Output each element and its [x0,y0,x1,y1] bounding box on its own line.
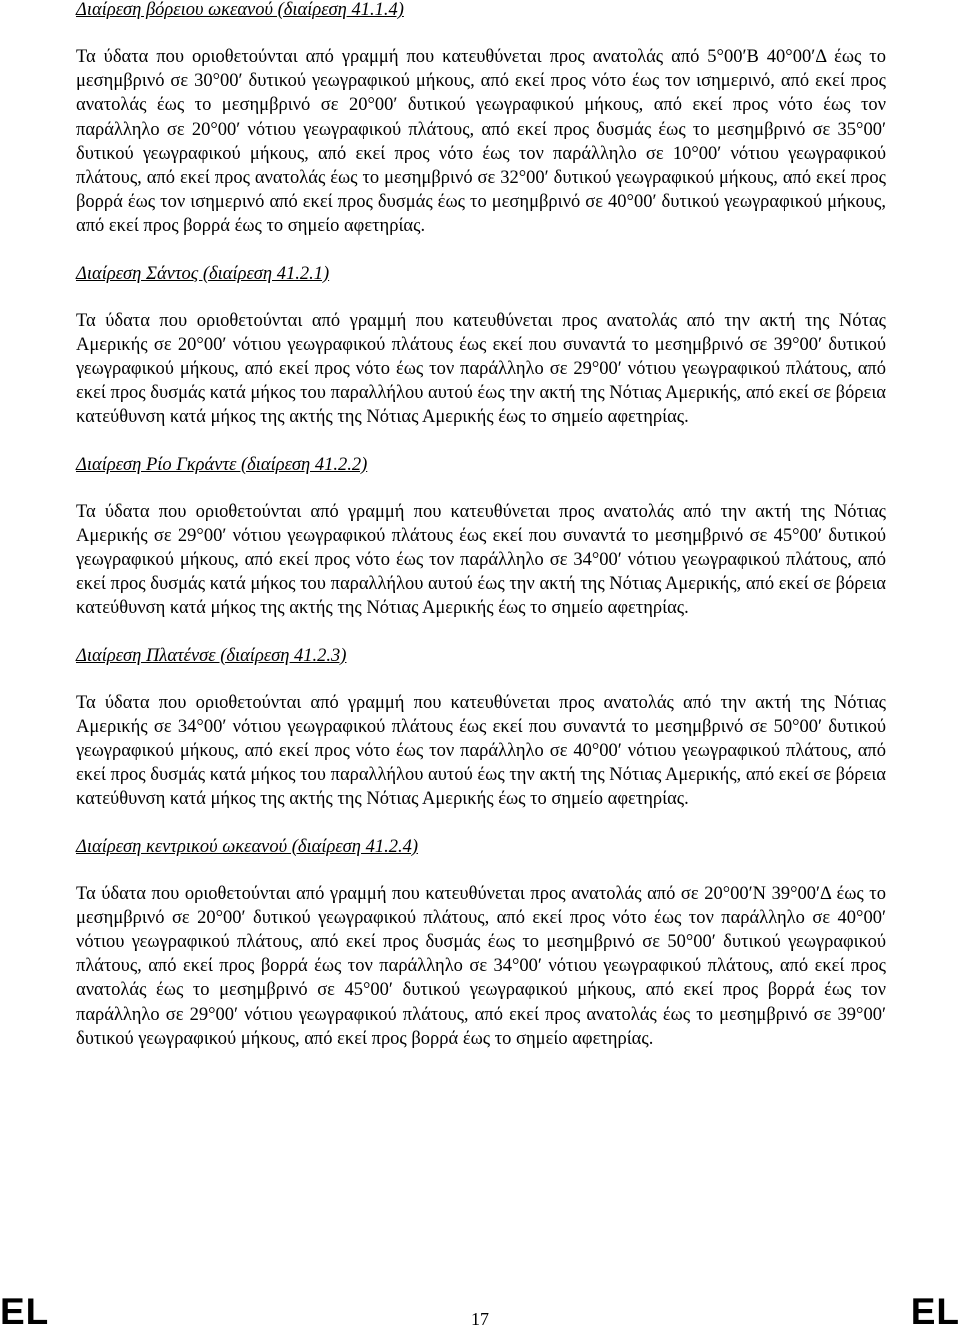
page-number: 17 [471,1309,489,1329]
section-heading: Διαίρεση Σάντος (διαίρεση 41.2.1) [76,263,330,284]
section-heading: Διαίρεση βόρειου ωκεανού (διαίρεση 41.1.4) [76,0,404,20]
section-paragraph: Τα ύδατα που οριοθετούνται από γραμμή που κατευθύνεται προς ανατολάς από την ακτή της Νότιας Αμερικής σε 34°00′ νότιου γεωγραφικού πλάτους έως εκεί που συναντά το μεσημβρινό σε 50°00′ δυτικού γεωγραφικού μήκους, από εκεί προς νότο έως τον παράλληλο σε 40°00′ νότιου γεωγραφικού πλάτους, από εκεί προς δυσμάς κατά μήκος του παραλλήλου αυτού έως την ακτή της Νότιας Αμερικής, από εκεί σε βόρεια κατεύθυνση κατά μήκος της ακτής της Νότιας Αμερικής έως το σημείο αφετηρίας. [76,692,886,810]
section-paragraph: Τα ύδατα που οριοθετούνται από γραμμή που κατευθύνεται προς ανατολάς από 5°00′Β 40°00′Δ έως το μεσημβρινό σε 30°00′ δυτικού γεωγραφικού μήκους, από εκεί προς νότο έως τον ισημερινό, από εκεί προς ανατολάς έως το μεσημβρινό σε 20°00′ δυτικού γεωγραφικού μήκους, από εκεί προς νότο έως τον παράλληλο σε 20°00′ νότιου γεωγραφικού πλάτους, από εκεί προς δυσμάς έως το μεσημβρινό σε 35°00′ δυτικού γεωγραφικού μήκους, από εκεί προς νότο έως τον παράλληλο σε 10°00′ νότιου γεωγραφικού πλάτους, από εκεί προς ανατολάς έως το μεσημβρινό σε 32°00′ δυτικού γεωγραφικού μήκους, από εκεί προς βορρά έως τον ισημερινό από εκεί προς δυσμάς έως το μεσημβρινό σε 40°00′ δυτικού γεωγραφικού μήκους, από εκεί προς βορρά έως το σημείο αφετηρίας. [76,47,886,237]
footer-language-right: EL [910,1291,960,1332]
section-heading: Διαίρεση Ρίο Γκράντε (διαίρεση 41.2.2) [76,454,368,475]
document-body [76,0,886,1051]
section-heading: Διαίρεση κεντρικού ωκεανού (διαίρεση 41.2.4) [76,836,418,857]
section-paragraph: Τα ύδατα που οριοθετούνται από γραμμή που κατευθύνεται προς ανατολάς από την ακτή της Νότας Αμερικής σε 20°00′ νότιου γεωγραφικού πλάτους έως εκεί που συναντά το μεσημβρινό σε 39°00′ δυτικού γεωγραφικού μήκους, από εκεί προς νότο έως τον παράλληλο σε 29°00′ νότιου γεωγραφικού πλάτους, από εκεί προς δυσμάς κατά μήκος του παραλλήλου αυτού έως την ακτή της Νότιας Αμερικής, από εκεί σε βόρεια κατεύθυνση κατά μήκος της ακτής της Νότιας Αμερικής έως το σημείο αφετηρίας. [76,310,886,428]
section-heading: Διαίρεση Πλατένσε (διαίρεση 41.2.3) [76,645,347,666]
section-paragraph: Τα ύδατα που οριοθετούνται από γραμμή που κατευθύνεται προς ανατολάς από την ακτή της Νότιας Αμερικής σε 29°00′ νότιου γεωγραφικού πλάτους έως εκεί που συναντά το μεσημβρινό σε 45°00′ δυτικού γεωγραφικού μήκους, από εκεί προς νότο έως τον παράλληλο σε 34°00′ νότιου γεωγραφικού πλάτους, από εκεί προς δυσμάς κατά μήκος του παραλλήλου αυτού έως την ακτή της Νότιας Αμερικής, από εκεί σε βόρεια κατεύθυνση κατά μήκος της ακτής της Νότιας Αμερικής έως το σημείο αφετηρίας. [76,501,886,619]
footer-language-left: EL [0,1291,50,1332]
section-paragraph: Τα ύδατα που οριοθετούνται από γραμμή που κατευθύνεται προς ανατολάς από σε 20°00′Ν 39°00′Δ έως το μεσημβρινό σε 20°00′ δυτικού γεωγραφικού πλάτους, από εκεί προς νότο έως τον παράλληλο σε 40°00′ νότιου γεωγραφικού πλάτους, από εκεί προς δυσμάς έως το μεσημβρινό σε 50°00′ δυτικού γεωγραφικού πλάτους, από εκεί προς βορρά έως τον παράλληλο σε 34°00′ νότιου γεωγραφικού πλάτους, από εκεί προς ανατολάς έως το μεσημβρινό σε 45°00′ δυτικού γεωγραφικού μήκους, από εκεί προς βορρά έως τον παράλληλο σε 29°00′ νότιου γεωγραφικού πλάτους, από εκεί προς ανατολάς έως το μεσημβρινό σε 39°00′ δυτικού γεωγραφικού μήκους, από εκεί προς βορρά έως το σημείο αφετηρίας. [76,883,886,1049]
